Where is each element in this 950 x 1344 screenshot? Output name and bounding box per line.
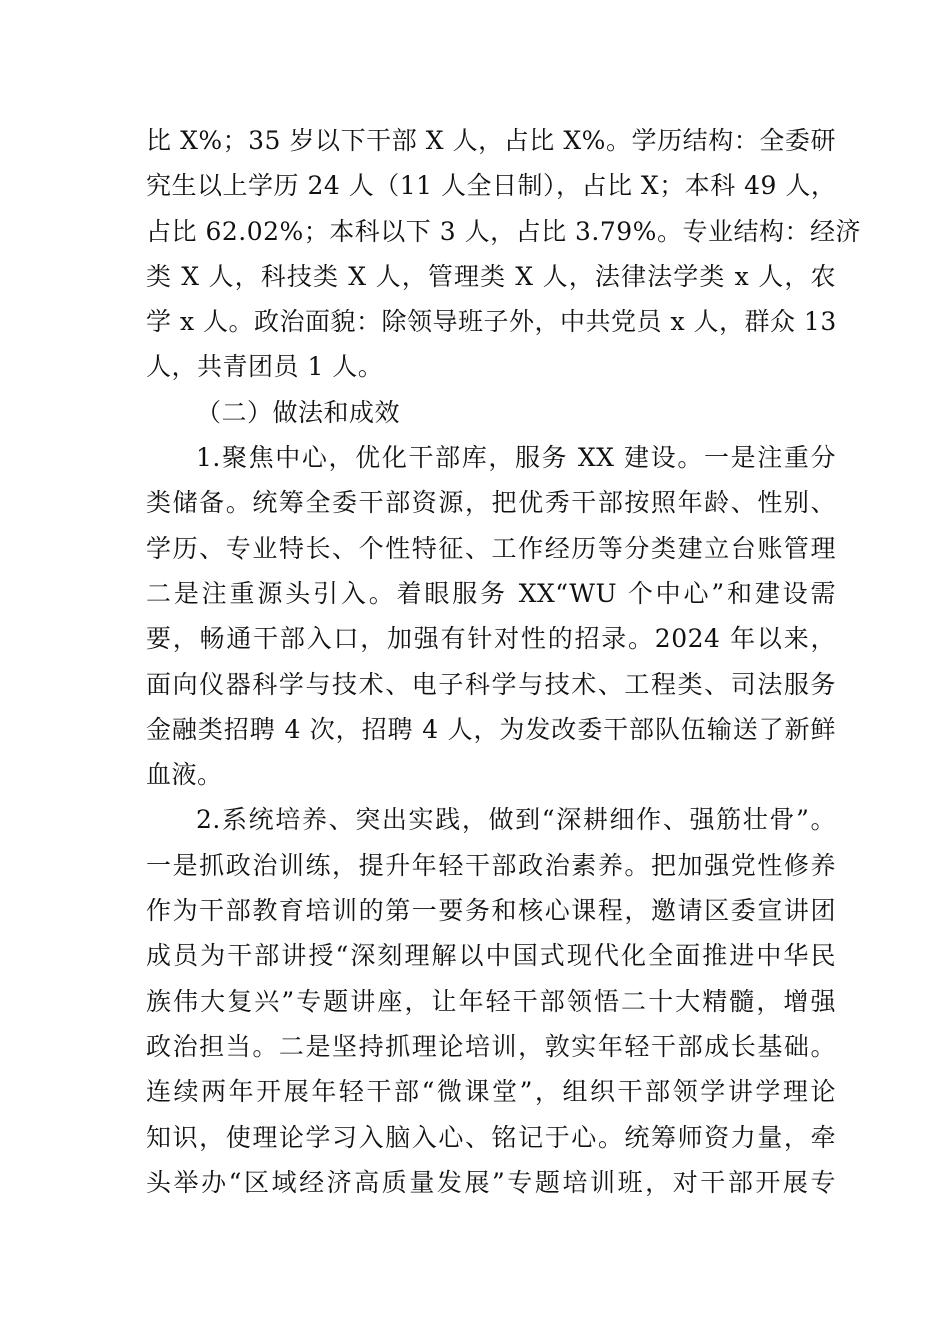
text-line: 血液。 xyxy=(146,760,223,790)
text-line: 学历、专业特长、个性特征、工作经历等分类建立台账管理 xyxy=(146,533,836,563)
text-line: 学 x 人。政治面貌：除领导班子外，中共党员 x 人，群众 13 xyxy=(146,307,837,337)
text-line: 头举办“区域经济高质量发展”专题培训班，对干部开展专 xyxy=(146,1167,836,1197)
text-line: 知识，使理论学习入脑入心、铭记于心。统筹师资力量，牵 xyxy=(146,1122,836,1152)
text-line: 成员为干部讲授“深刻理解以中国式现代化全面推进中华民 xyxy=(146,941,836,971)
text-line: 一是抓政治训练，提升年轻干部政治素养。把加强党性修养 xyxy=(146,850,836,880)
paragraph-item-1 xyxy=(146,435,836,797)
document-body xyxy=(146,118,861,1205)
text-line: 作为干部教育培训的第一要务和核心课程，邀请区委宣讲团 xyxy=(146,896,836,926)
paragraph-statistics xyxy=(146,118,861,390)
text-line: 类储备。统筹全委干部资源，把优秀干部按照年龄、性别、 xyxy=(146,488,836,518)
text-line: 人，共青团员 1 人。 xyxy=(146,352,384,382)
text-line: 2.系统培养、突出实践，做到“深耕细作、强筋壮骨”。 xyxy=(196,805,836,835)
text-line: 族伟大复兴”专题讲座，让年轻干部领悟二十大精髓，增强 xyxy=(146,986,836,1016)
text-line: 面向仪器科学与技术、电子科学与技术、工程类、司法服务 xyxy=(146,669,836,699)
section-heading xyxy=(146,390,836,435)
text-line: 类 X 人，科技类 X 人，管理类 X 人，法律法学类 x 人，农 xyxy=(146,261,836,291)
section-heading-text: （二）做法和成效 xyxy=(196,397,401,427)
text-line: 比 X%；35 岁以下干部 X 人，占比 X%。学历结构：全委研 xyxy=(146,126,836,155)
text-line: 金融类招聘 4 次，招聘 4 人，为发改委干部队伍输送了新鲜 xyxy=(146,714,836,744)
text-line: 1.聚焦中心，优化干部库，服务 XX 建设。一是注重分 xyxy=(196,443,836,473)
paragraph-item-2 xyxy=(146,797,836,1205)
text-line: 究生以上学历 24 人（11 人全日制），占比 X；本科 49 人， xyxy=(146,171,837,201)
text-line: 二是注重源头引入。着眼服务 XX“WU 个中心”和建设需 xyxy=(146,578,836,608)
text-line: 占比 62.02%；本科以下 3 人，占比 3.79%。专业结构：经济 xyxy=(146,216,861,246)
text-line: 政治担当。二是坚持抓理论培训，敦实年轻干部成长基础。 xyxy=(146,1031,836,1061)
text-line: 要，畅通干部入口，加强有针对性的招录。2024 年以来， xyxy=(146,624,836,654)
text-line: 连续两年开展年轻干部“微课堂”，组织干部领学讲学理论 xyxy=(146,1077,836,1107)
